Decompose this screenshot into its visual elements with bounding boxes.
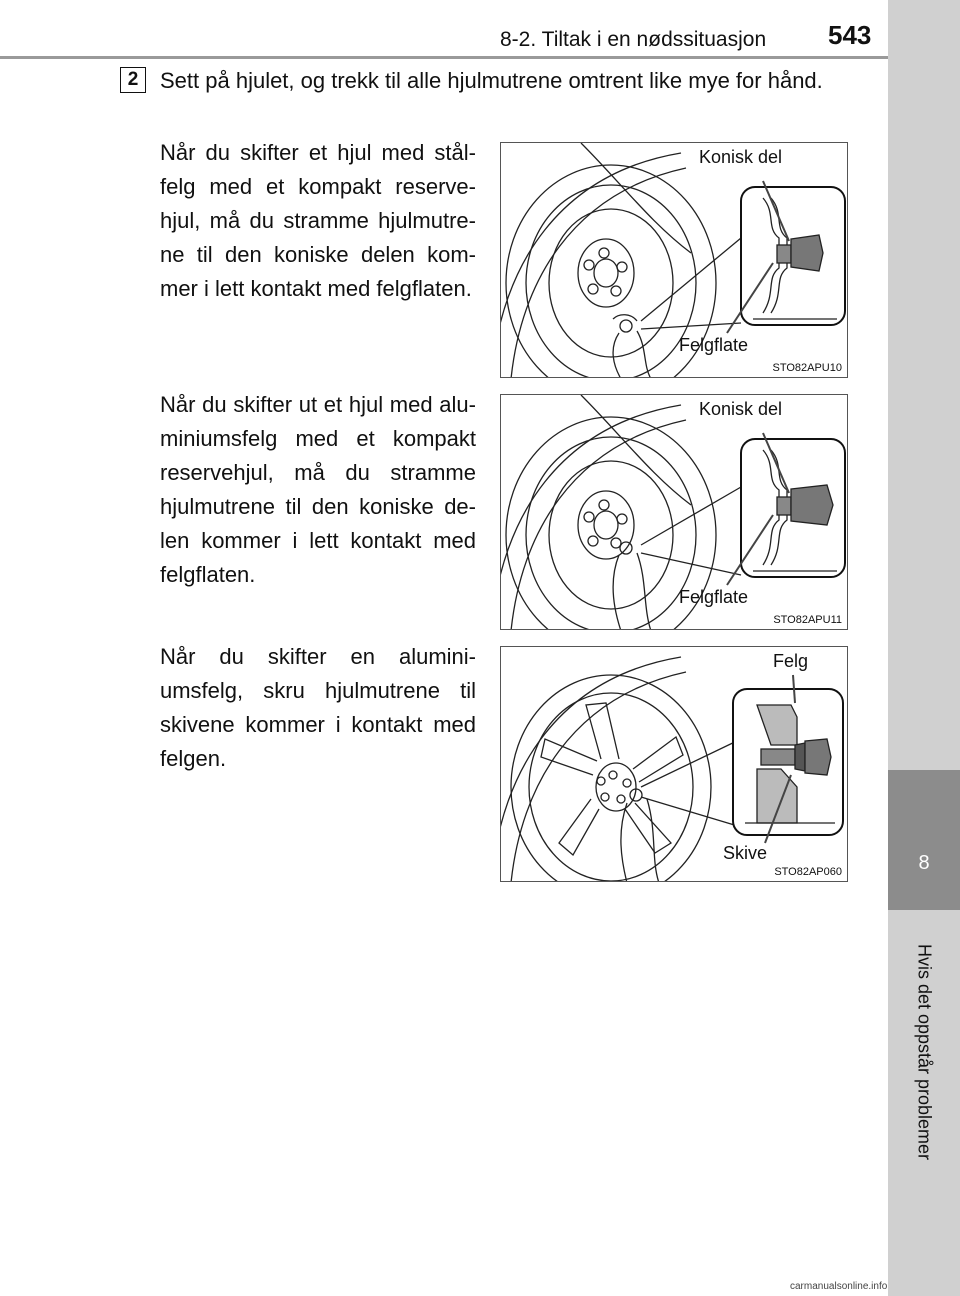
figure-aluminium-compact xyxy=(500,394,848,630)
figure-code: STO82AP060 xyxy=(774,866,842,878)
figure-code: STO82APU11 xyxy=(773,614,842,626)
chapter-number: 8 xyxy=(918,852,930,874)
label-conical-part: Konisk del xyxy=(699,147,783,167)
label-conical-part: Konisk del xyxy=(699,399,783,419)
label-rim-surface: Felgflate xyxy=(679,335,749,355)
header-rule xyxy=(0,56,888,59)
wheel-illustration xyxy=(501,143,848,378)
figure-aluminium-rim xyxy=(500,646,848,882)
paragraph-aluminium-compact: Når du skifter ut et hjul med alu-miniumsfelg med et kompakt reservehjul, må du stramme hjulmutrene til den koniske de-len kommer i lett kontakt med felgflaten. xyxy=(160,392,476,587)
label-rim-surface: Felgflate xyxy=(679,587,749,607)
figure-steel-rim xyxy=(500,142,848,378)
section-title: 8-2. Tiltak i en nødssituasjon xyxy=(500,28,767,51)
label-washer: Skive xyxy=(723,843,768,863)
label-rim: Felg xyxy=(773,651,809,671)
chapter-tab[interactable] xyxy=(888,770,960,910)
step-instruction: Sett på hjulet, og trekk til alle hjulmutrene omtrent like mye for hånd. xyxy=(160,68,823,93)
paragraph-steel-rim: Når du skifter et hjul med stål-felg med et kompakt reserve-hjul, må du stramme hjulmutre-ne til den koniske delen kom-mer i lett kontakt med felgflaten. xyxy=(160,140,476,301)
step-number-badge: 2 xyxy=(120,67,146,93)
figure-code: STO82APU10 xyxy=(772,362,842,374)
page-number: 543 xyxy=(828,20,872,50)
wheel-illustration xyxy=(501,647,848,882)
sidebar-upper xyxy=(888,0,960,770)
footer-watermark: carmanualsonline.info xyxy=(790,1281,888,1292)
chapter-title: Hvis det oppstår problemer xyxy=(914,943,935,1161)
wheel-illustration xyxy=(501,395,848,630)
paragraph-aluminium-rim: Når du skifter en alumini-umsfelg, skru hjulmutrene til skivene kommer i kontakt med felgen. xyxy=(160,644,476,771)
